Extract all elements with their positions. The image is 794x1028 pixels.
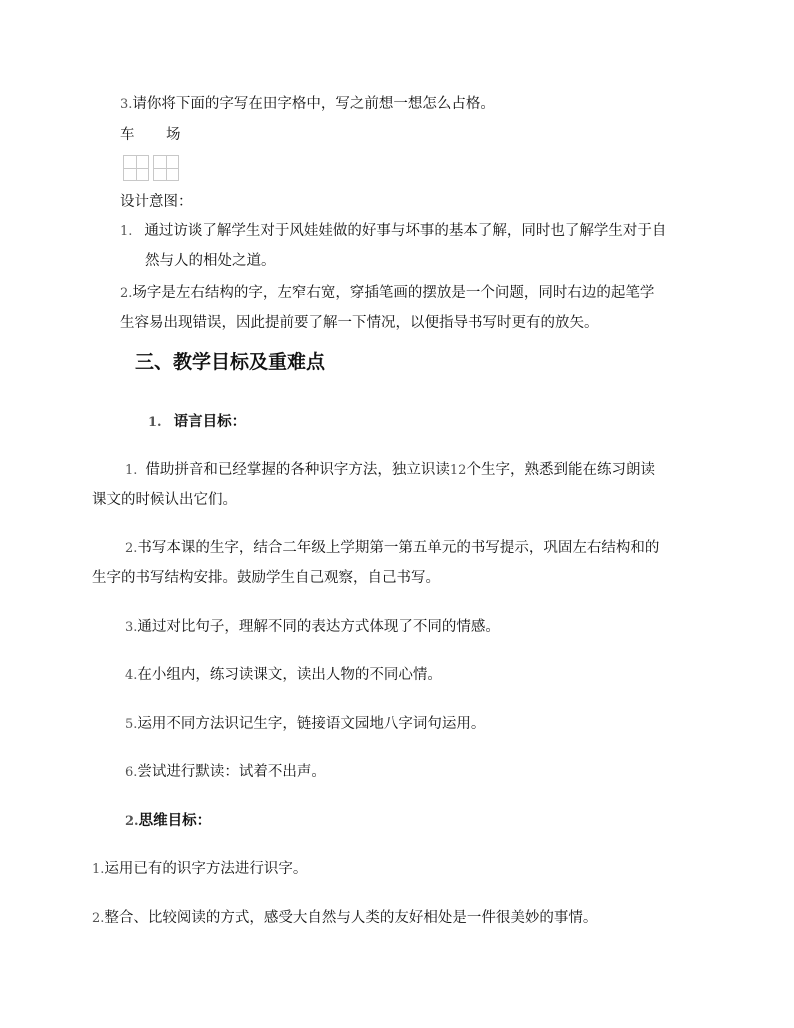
task3-text: 请你将下面的字写在田字格中，写之前想一想怎么占格。 bbox=[132, 96, 495, 112]
language-goal-2-number: 2. bbox=[125, 541, 138, 556]
language-goal-6-text: 尝试进行默读：试着不出声。 bbox=[137, 764, 326, 780]
design-item-1-text: 通过访谈了解学生对于风娃娃做的好事与坏事的基本了解，同时也了解学生对于自 bbox=[144, 223, 667, 239]
thinking-goal-1-number: 1. bbox=[92, 862, 105, 877]
thinking-goals-number: 2. bbox=[125, 814, 139, 829]
language-goals-heading bbox=[148, 412, 246, 433]
language-goal-3-number: 3. bbox=[125, 620, 138, 635]
language-goal-1-count: 12 bbox=[449, 463, 467, 478]
thinking-goal-2-number: 2. bbox=[92, 911, 105, 926]
thinking-goal-1-text: 运用已有的识字方法进行识字。 bbox=[104, 861, 308, 877]
thinking-goal-1 bbox=[92, 859, 307, 880]
language-goal-6 bbox=[125, 762, 326, 783]
thinking-goals-title: 思维目标： bbox=[138, 813, 212, 829]
design-item-2-line-2: 生容易出现错误，因此提前要了解一下情况，以便指导书写时更有的放矢。 bbox=[120, 315, 599, 331]
task3-number: 3. bbox=[120, 97, 133, 112]
tianzige-cell-1[interactable] bbox=[123, 155, 149, 181]
design-item-1-line-1 bbox=[120, 221, 666, 242]
task3-instruction bbox=[120, 94, 495, 115]
language-goal-1-line-1 bbox=[125, 460, 655, 481]
design-item-2-line-1 bbox=[120, 283, 654, 304]
design-item-1-line-2: 然与人的相处之道。 bbox=[145, 253, 276, 269]
language-goal-2-text: 书写本课的生字，结合二年级上学期第一第五单元的书写提示，巩固左右结构和的 bbox=[137, 540, 660, 556]
design-item-2-number: 2. bbox=[120, 286, 133, 301]
language-goals-number: 1. bbox=[148, 415, 162, 430]
language-goal-3 bbox=[125, 617, 500, 638]
design-intent-heading: 设计意图： bbox=[120, 194, 193, 210]
language-goal-5 bbox=[125, 714, 485, 735]
section-3-title: 三、教学目标及重难点 bbox=[135, 351, 326, 373]
thinking-goals-heading bbox=[125, 811, 211, 832]
thinking-goal-2-text: 整合、比较阅读的方式，感受大自然与人类的友好相处是一件很美妙的事情。 bbox=[104, 910, 598, 926]
language-goal-2-line-2: 生字的书写结构安排。鼓励学生自己观察，自己书写。 bbox=[92, 570, 440, 586]
language-goals-title: 语言目标： bbox=[173, 414, 247, 430]
design-item-1-number: 1. bbox=[120, 224, 133, 239]
language-goal-5-number: 5. bbox=[125, 717, 138, 732]
language-goal-3-text: 通过对比句子，理解不同的表达方式体现了不同的情感。 bbox=[137, 619, 500, 635]
language-goal-1-line-2: 课文的时候认出它们。 bbox=[92, 492, 237, 508]
thinking-goal-2 bbox=[92, 908, 597, 929]
language-goal-1-text-a: 借助拼音和已经掌握的各种识字方法，独立识读 bbox=[145, 462, 450, 478]
language-goal-4 bbox=[125, 665, 442, 686]
language-goal-1-number: 1. bbox=[125, 463, 138, 478]
practice-char-che: 车 bbox=[120, 127, 135, 143]
design-item-2-text: 场字是左右结构的字，左窄右宽，穿插笔画的摆放是一个问题，同时右边的起笔学 bbox=[132, 285, 655, 301]
language-goal-2-line-1 bbox=[125, 538, 659, 559]
language-goal-5-text: 运用不同方法识记生字，链接语文园地八字词句运用。 bbox=[137, 716, 486, 732]
language-goal-1-text-b: 个生字，熟悉到能在练习朗读 bbox=[466, 462, 655, 478]
language-goal-4-number: 4. bbox=[125, 668, 138, 683]
tianzige-cell-2[interactable] bbox=[153, 155, 179, 181]
language-goal-6-number: 6. bbox=[125, 765, 138, 780]
language-goal-4-text: 在小组内，练习读课文，读出人物的不同心情。 bbox=[137, 667, 442, 683]
practice-char-chang: 场 bbox=[166, 127, 181, 143]
